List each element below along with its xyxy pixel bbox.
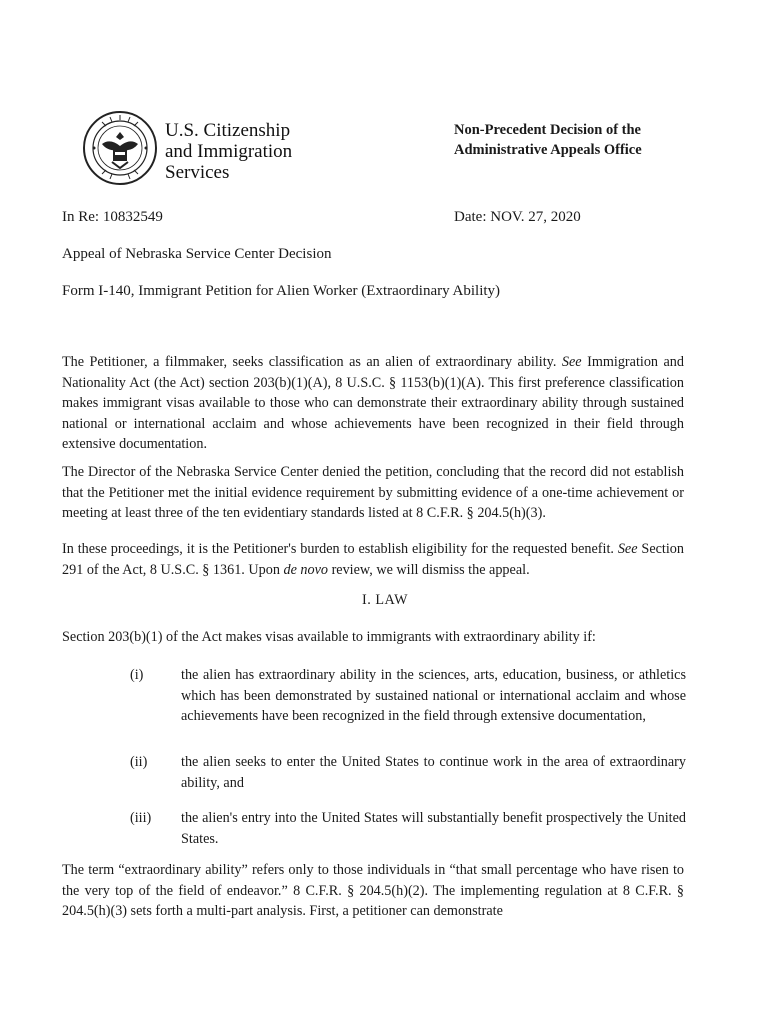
text-run: Section 291 of the Act, 8 U.S.C. § 1361. Upon	[62, 541, 684, 578]
citation-signal: See	[561, 354, 582, 370]
paragraph-statute: Section 203(b)(1) of the Act makes visas available to immigrants with extraordinary ability if:	[62, 629, 596, 645]
list-number: (iii)	[130, 810, 152, 826]
paragraph-director: The Director of the Nebraska Service Center denied the petition, concluding that the record did not establish that the Petitioner met the initial evidence requirement by submitting evidence of a one-time achievement or meeting at least three of the ten evidentiary standards listed at 8 C.F.R. § 204.5(h)(3).	[62, 464, 684, 521]
citation-signal: See	[617, 541, 638, 557]
text-run: In these proceedings, it is the Petitioner's burden to establish eligibility for the requested benefit.	[62, 541, 618, 557]
paragraph-burden	[62, 539, 684, 580]
dhs-seal-icon	[82, 110, 158, 186]
text-run: Immigration and Nationality Act (the Act) section 203(b)(1)(A), 8 U.S.C. § 1153(b)(1)(A). This first preference classification makes immigrant visas available to those who can demonstrate their extraordinary ability through sustained national or international acclaim and whose achievements have been recognized in their field through extensive documentation.	[62, 354, 684, 452]
italic-term: de novo	[283, 561, 329, 578]
paragraph-definition: The term “extraordinary ability” refers only to those individuals in “that small percentage who have risen to the very top of the field of endeavor.” 8 C.F.R. § 204.5(h)(2). The implementing regulation at 8 C.F.R. § 204.5(h)(3) sets forth a multi-part analysis. First, a petitioner can demonstrate	[62, 862, 684, 919]
section-heading: I. LAW	[362, 592, 408, 608]
case-number: In Re: 10832549	[62, 209, 163, 225]
list-number: (i)	[130, 667, 144, 683]
agency-line: Services	[165, 162, 230, 183]
form-line: Form I-140, Immigrant Petition for Alien Worker (Extraordinary Ability)	[62, 283, 501, 299]
agency-line: U.S. Citizenship	[165, 120, 291, 141]
decision-type	[454, 120, 642, 160]
decision-date: Date: NOV. 27, 2020	[454, 209, 581, 225]
agency-name	[165, 120, 292, 183]
list-number: (ii)	[130, 754, 148, 770]
text-run: review, we will dismiss the appeal.	[328, 561, 530, 578]
decision-line: Non-Precedent Decision of the	[454, 122, 641, 138]
agency-line: and Immigration	[165, 141, 293, 162]
list-text: the alien seeks to enter the United States to continue work in the area of extraordinary ability, and	[181, 754, 686, 791]
list-text: the alien's entry into the United States will substantially benefit prospectively the United States.	[181, 810, 686, 847]
decision-line: Administrative Appeals Office	[454, 142, 642, 158]
text-run: The Petitioner, a filmmaker, seeks classification as an alien of extraordinary ability.	[62, 354, 562, 370]
appeal-line: Appeal of Nebraska Service Center Decision	[62, 246, 332, 262]
paragraph-intro	[62, 352, 684, 455]
list-text: the alien has extraordinary ability in the sciences, arts, education, business, or athletics which has been demonstrated by sustained national or international acclaim and whose achievements have been recognized in the field through extensive documentation,	[181, 667, 686, 724]
